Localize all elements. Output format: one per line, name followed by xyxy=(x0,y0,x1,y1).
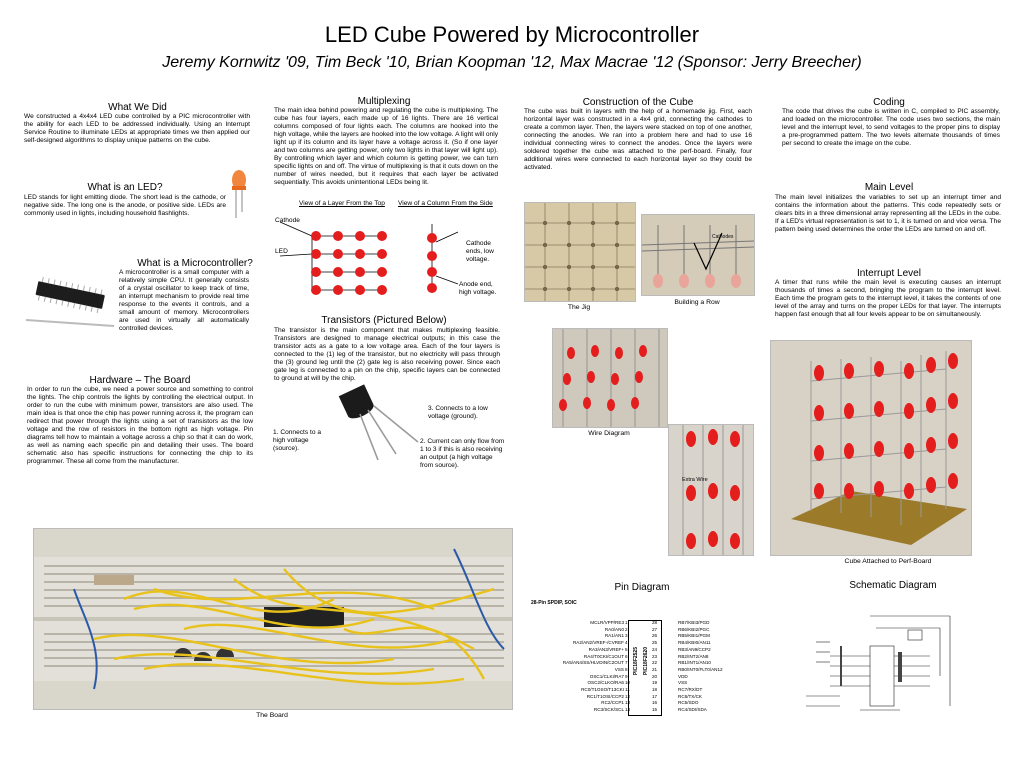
column-view-label: View of a Column From the Side xyxy=(398,200,493,207)
multiplexing-text: The main idea behind powering and regulating the cube is multiplexing. The cube has four layers, each made up of 16 lights. There are 16 vertical columns composed of four lights each. The columns are hooked into the high voltage, while the layers are hooked into the low voltage. A light will only light up if its column and its layer have a voltage across it. (So if one layer and two columns are getting power, only two lights in that layer will light up). By controlling which layer and which column is getting power, we can turn specific lights on and off. The virtue of multiplexing is that it cuts down on the number of wires needed, but it requires that each layer be activated sequentially. This avoids unintentional LEDs being lit. xyxy=(274,107,498,186)
pin-label: 26 xyxy=(652,633,658,639)
cathodes-label: Cathodes xyxy=(712,234,734,240)
pin-label: RB6/KBI2/PGC xyxy=(678,626,710,632)
pin-package-label: 28-Pin SPDIP, SOIC xyxy=(531,600,577,606)
pin-label: RC4/SDI/SDA xyxy=(678,707,707,713)
pin-label: 12 xyxy=(625,693,631,699)
pin-label: RC7/RX/DT xyxy=(678,687,703,692)
cube-caption: Cube Attached to Perf-Board xyxy=(844,558,932,565)
board-photo xyxy=(33,528,513,710)
transistor-leg-3: 3. Connects to a low voltage (ground). xyxy=(428,405,488,420)
pin-label: 5 xyxy=(625,646,628,652)
pin-label: RB4/KBI0/AN11 xyxy=(678,640,711,646)
what-is-led-text: LED stands for light emitting diode. The short lead is the cathode, or negative side. The long one is the anode, or positive side. LEDs are commonly used in lights, including household flashlights. xyxy=(24,194,226,217)
anode-end-label: Anode end, high voltage. xyxy=(459,281,497,296)
poster-title: LED Cube Powered by Microcontroller xyxy=(324,22,700,47)
pin-label: RC2/CCP1 xyxy=(601,700,624,706)
multiplexing-heading: Multiplexing xyxy=(357,96,411,107)
transistor-leg-1: 1. Connects to a high voltage (source). xyxy=(273,429,322,452)
chip-label-1: PIC18F2525 xyxy=(633,647,639,676)
pin-label: RA3/AN3/VREF+ xyxy=(588,646,624,652)
pin-label: RB3/AN9/CCP2 xyxy=(678,646,711,652)
interrupt-level-text: A timer that runs while the main level is executing causes an interrupt thousands of times a second, bringing the program to the interrupt level. Each time the program gets to the interrupt level, it takes the contents of one level of the array and turns on the proper LEDs for that layer. The interrupts happen fast enough that all four levels appear to be on simultaneously. xyxy=(775,279,1001,318)
pin-label: RC3/SCK/SCL xyxy=(593,707,624,713)
wire-diagram-photo xyxy=(552,328,668,428)
jig-photo xyxy=(524,202,636,302)
pin-label: 4 xyxy=(625,640,628,646)
pin-label: RA1/AN1 xyxy=(604,633,624,639)
pin-label: 17 xyxy=(652,693,658,699)
pin-label: VSS xyxy=(678,680,688,686)
hardware-text: In order to run the cube, we need a power source and something to control the lights. The chip controls the lights by controlling the electrical output. In order to run the cube with minimum power, transistors are also used. The main idea is that once the chip has power running across it, the program can redirect that power through the lights using a set of transistors as the low voltage and the row of resistors in the bottom right as high voltage. Pin diagrams tell how to maintain a voltage across a chip so that it can do work, as well as naming each specific pin and detailing their uses. The board schematic also has specific instructions for connecting the chip to its programmer. These all come from the manufacturer. xyxy=(27,386,253,465)
layer-view-label: View of a Layer From the Top xyxy=(299,200,385,207)
poster-authors: Jeremy Kornwitz '09, Tim Beck '10, Brian Koopman '12, Max Macrae '12 (Sponsor: Jerry Breecher) xyxy=(162,54,862,71)
cathode-ends-label: Cathode ends, low voltage. xyxy=(466,240,494,263)
pin-diagram xyxy=(528,620,758,716)
pin-label: 20 xyxy=(652,673,658,679)
pin-label: 8 xyxy=(625,666,628,672)
pin-label: 7 xyxy=(625,660,628,666)
hardware-heading: Hardware – The Board xyxy=(89,375,191,386)
pin-label: RB5/KBI1/PGM xyxy=(678,633,710,639)
pin-label: RB0/INT0/FLT0/AN12 xyxy=(678,666,723,672)
schematic-diagram xyxy=(800,606,966,718)
pin-label: RA0/AN0 xyxy=(604,626,624,632)
pin-label: RC6/TX/CK xyxy=(678,693,702,699)
board-drawing xyxy=(34,529,512,709)
cube-drawing xyxy=(771,341,971,555)
pin-diagram-heading: Pin Diagram xyxy=(614,582,670,593)
jig-caption: The Jig xyxy=(567,304,591,311)
board-caption: The Board xyxy=(256,712,288,719)
pin-label: 14 xyxy=(625,707,631,713)
microcontroller-photo xyxy=(22,268,118,330)
transistor-leg-2: 2. Current can only flow from 1 to 3 if this is also receiving an output (a high voltage from source). xyxy=(420,438,505,469)
pin-label: 11 xyxy=(625,687,630,692)
pin-label: 28 xyxy=(652,620,658,625)
pin-label: RB2/INT2/AN8 xyxy=(678,653,709,659)
building-row-photo xyxy=(641,214,755,296)
pin-label: MCLR/VPP/RE3 xyxy=(590,620,624,625)
what-we-did-text: We constructed a 4x4x4 LED cube controlled by a PIC microcontroller with the ability for each LED to be addressed individually. Using an Interrupt Service Routine to illuminate LEDs at appropriate times we then applied our self-designed algorithms to display unique patterns on the cube. xyxy=(24,113,250,144)
pin-label: RB1/INT1/AN10 xyxy=(678,660,711,666)
main-level-heading: Main Level xyxy=(864,182,914,193)
main-level-text: The main level initializes the variables to set up an interrupt timer and contains the information about the patterns. This code repeatedly sets or clears bits in a three dimensional array representing all the LEDs in the cube. If a LED's virtual representation is set to 1, it is turned on and vice versa. The pattern being used determines the order the LEDs are turned on and off. xyxy=(775,194,1001,233)
extra-wire-photo xyxy=(668,424,754,556)
pin-label: RA4/T0CKI/C1OUT xyxy=(583,653,624,659)
pin-label: VSS xyxy=(614,666,624,672)
construction-heading: Construction of the Cube xyxy=(582,97,694,108)
layer-leds xyxy=(311,231,387,295)
cathode-label: Cathode xyxy=(275,217,300,224)
schematic-heading: Schematic Diagram xyxy=(849,580,937,591)
cube-photo xyxy=(770,340,972,556)
pin-label: 1 xyxy=(625,620,628,625)
pin-label: 24 xyxy=(652,646,658,652)
pin-label: 3 xyxy=(625,633,628,639)
pin-label: RC0/T1OSO/T13CKI xyxy=(581,687,624,692)
pin-label: VDD xyxy=(678,673,688,679)
pin-label: 16 xyxy=(652,700,658,706)
pin-label: 27 xyxy=(652,626,658,632)
pin-label: 6 xyxy=(625,653,628,659)
what-is-micro-heading: What is a Microcontroller? xyxy=(137,258,253,269)
led-photo xyxy=(228,168,250,220)
pin-label: OSC1/CLKI/RA7 xyxy=(589,673,624,679)
pin-label: RC5/SDO xyxy=(678,700,699,706)
pin-label: 9 xyxy=(625,673,628,679)
pin-label: 25 xyxy=(652,640,658,646)
coding-heading: Coding xyxy=(873,97,905,108)
pin-label: 19 xyxy=(652,680,658,686)
pin-label: 23 xyxy=(652,653,658,659)
pin-label: OSC2/CLKO/RA6 xyxy=(587,680,624,686)
pin-label: 10 xyxy=(625,680,631,686)
pin-label: RB7/KBI3/PGD xyxy=(678,620,710,625)
coding-text: The code that drives the cube is written in C, compiled to PIC assembly, and loaded on the microcontroller. The code uses two sections, the main level and the interrupt level, to send voltages to the proper pins to display a pre-programmed pattern. The two levels alternate thousands of times per second to create the image on the cube. xyxy=(782,108,1000,147)
pin-label: 2 xyxy=(625,626,628,632)
transistors-text: The transistor is the main component that makes multiplexing feasible. Transistors are designed to manage electrical outputs; in this case the transistor acts as a gate to a low voltage area. Each of the four layers is connected to the (1) leg of the transistor, but no electricity will pass through the (3) ground leg until the (2) gate leg is also receiving power. Since each gate leg is connected to a pin on the chip, specific layers can be connected to ground at will by the chip. xyxy=(274,327,500,382)
transistors-heading: Transistors (Pictured Below) xyxy=(321,315,447,326)
pin-label: RC1/T1OSI/CCP2 xyxy=(586,693,624,699)
pin-label: RA2/AN2/VREF-/CVREF xyxy=(572,640,624,646)
led-label: LED xyxy=(275,248,288,255)
transistor-photo xyxy=(330,384,430,464)
wire-caption: Wire Diagram xyxy=(588,430,630,437)
what-we-did-heading: What We Did xyxy=(108,102,167,113)
pin-label: 22 xyxy=(652,660,658,666)
pin-label: RA5/AN4/SS/HLVDIN/C2OUT xyxy=(562,660,624,666)
chip-label-2: PIC18F2620 xyxy=(643,647,649,676)
extra-wire-label: Extra Wire xyxy=(682,477,708,483)
row-caption: Building a Row xyxy=(674,299,720,306)
pin-label: 21 xyxy=(652,666,658,672)
construction-text: The cube was built in layers with the help of a homemade jig. First, each horizontal layer was constructed in a 4x4 grid, connecting the cathodes to create a common layer. Then, the layers were stacked on top of one another, connecting the anodes. We ran into a problem here and had to use 16 individual connecting wires to connect the anodes. Once the layers were soldered together the cube was attached to the perf-board. Finally, four additional wires were connected to each horizontal layer so they could be activated. xyxy=(524,108,752,171)
pin-label: 18 xyxy=(652,687,658,692)
interrupt-level-heading: Interrupt Level xyxy=(857,268,921,279)
what-is-micro-text: A microcontroller is a small computer with a relatively simple CPU. It generally consists of a crystal oscillator to keep track of time, an interrupt mechanism to provide real time response to the events it controls, and a small amount of memory. Microcontrollers are used in virtually all automatically controlled devices. xyxy=(119,269,249,332)
pin-label: 13 xyxy=(625,700,631,706)
what-is-led-heading: What is an LED? xyxy=(87,182,163,193)
pin-label: 15 xyxy=(652,707,658,713)
